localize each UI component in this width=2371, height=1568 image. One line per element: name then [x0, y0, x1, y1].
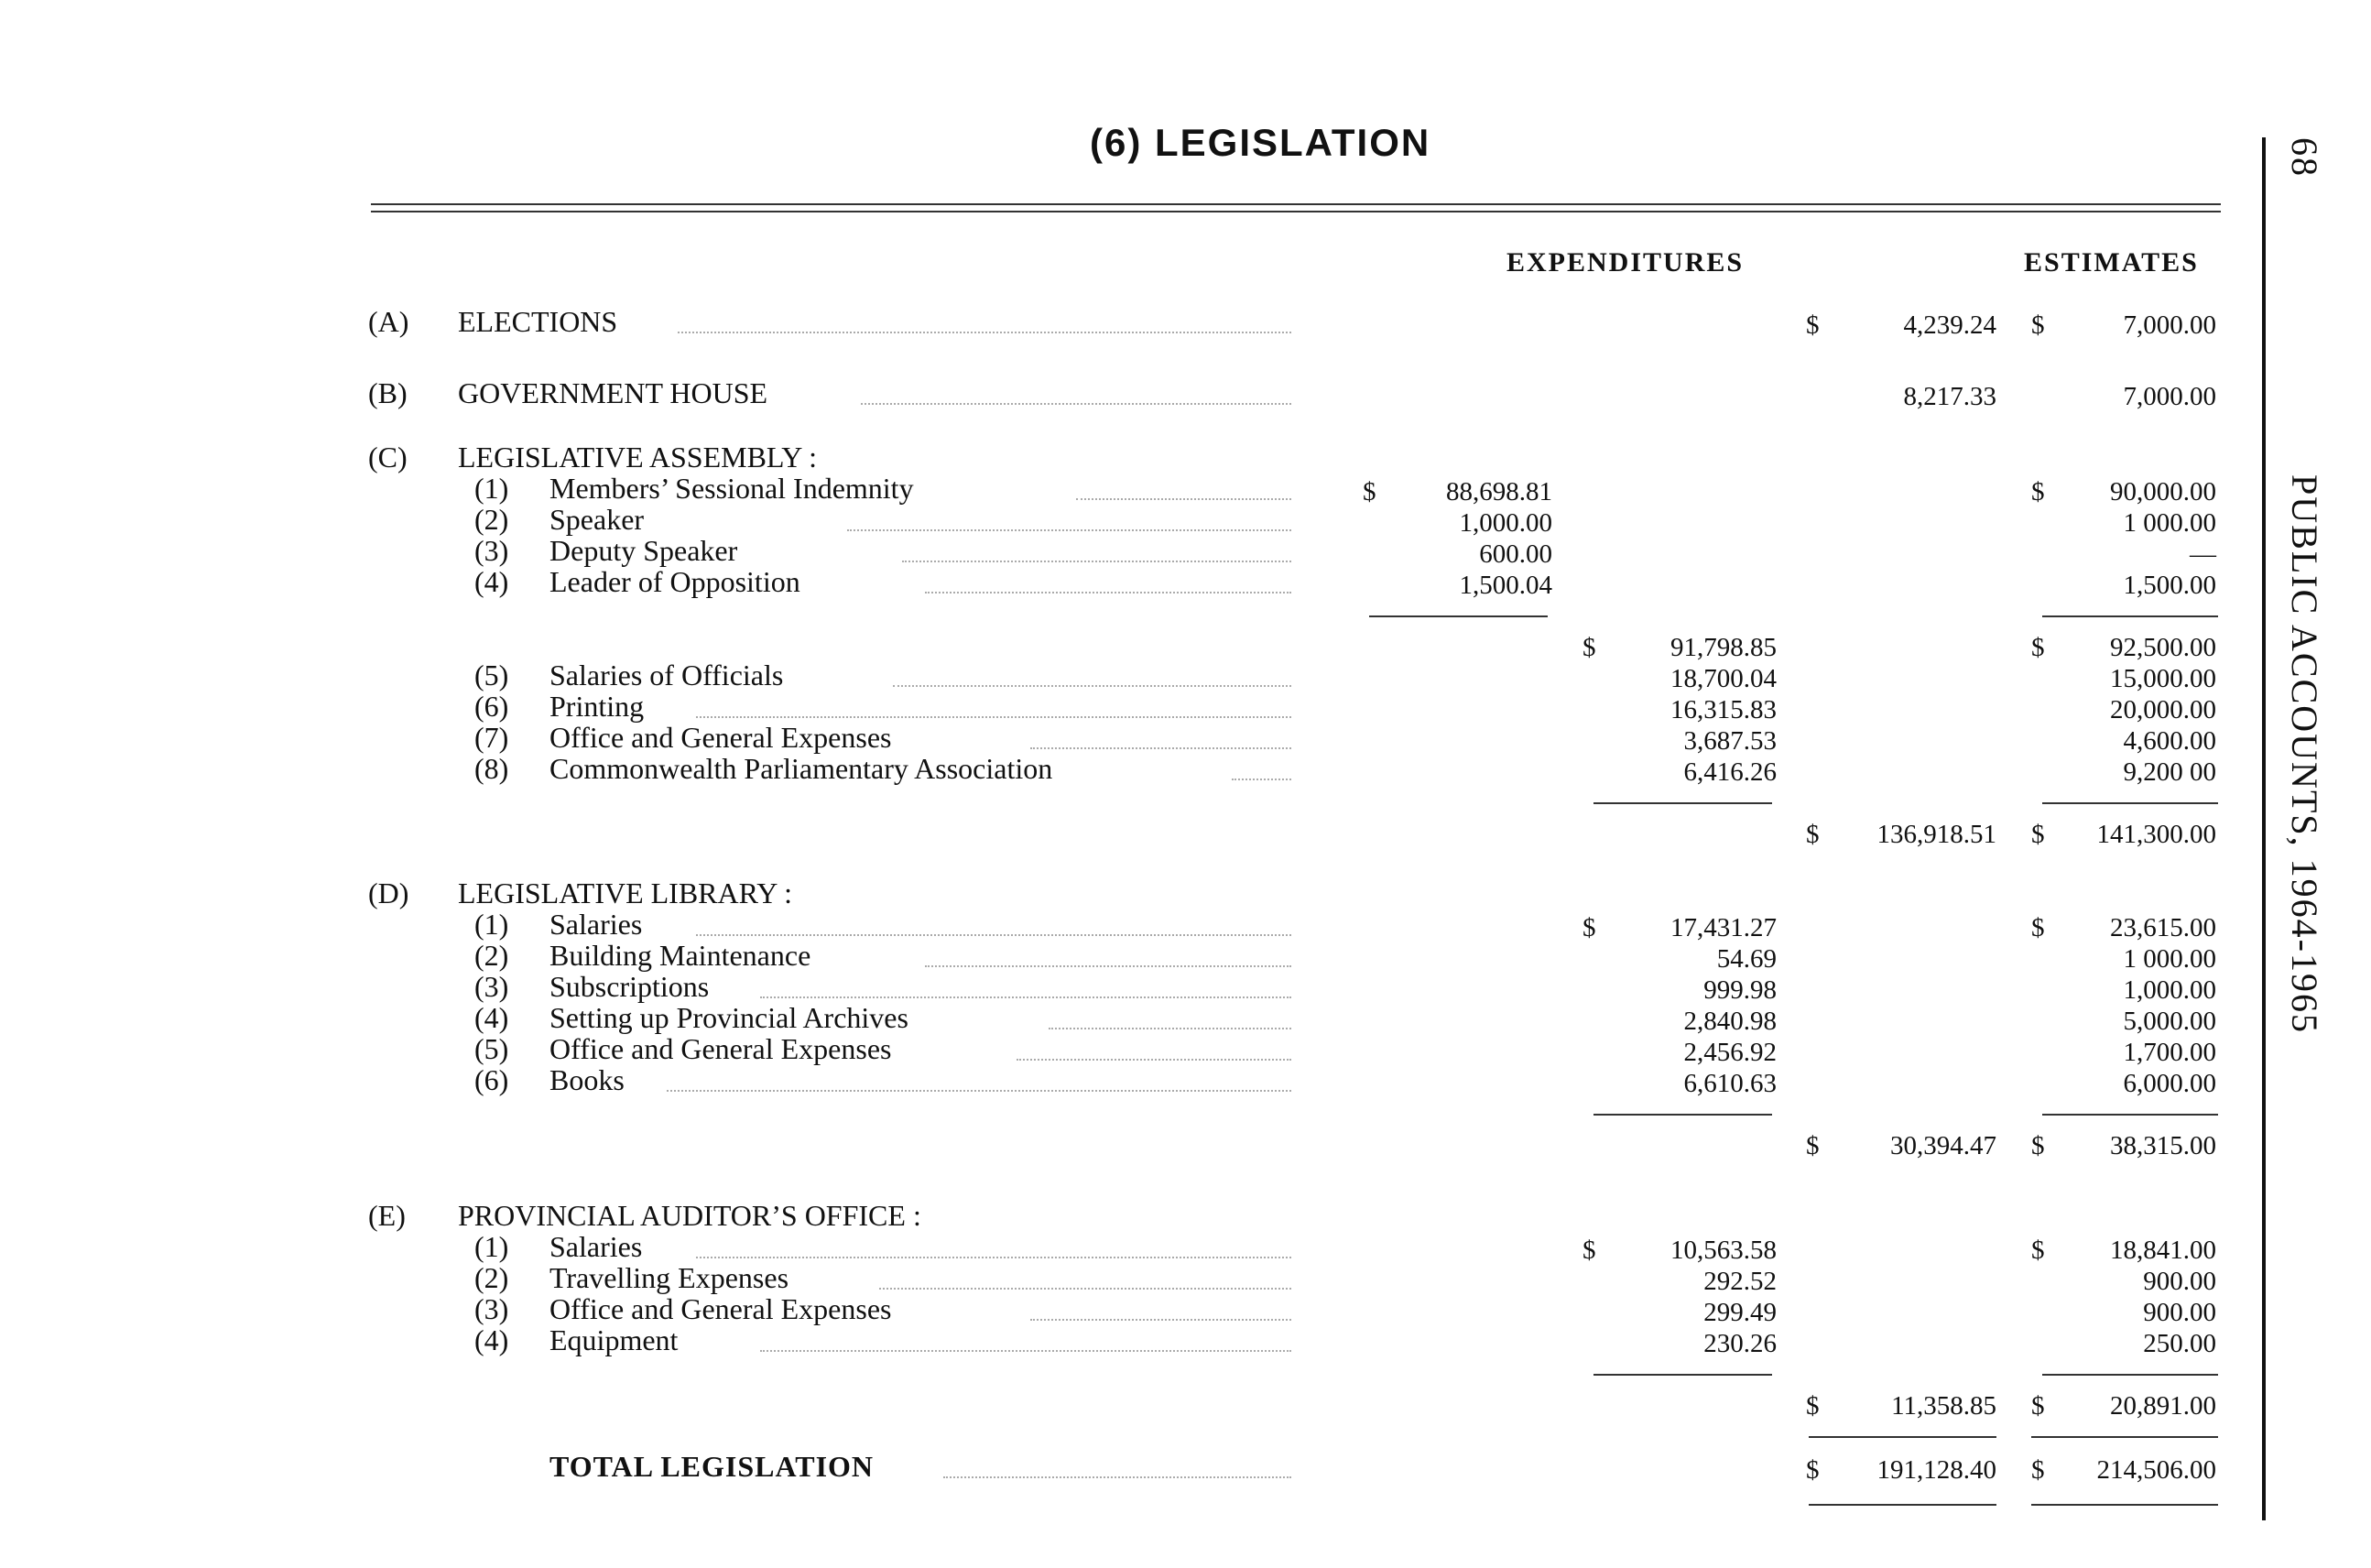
item-label: Commonwealth Parliamentary Association	[549, 752, 1053, 785]
section-code-c: (C)	[368, 441, 408, 474]
item-number: (8)	[474, 752, 509, 785]
item-label: Building Maintenance	[549, 939, 811, 972]
column-header-expenditures: EXPENDITURES	[1506, 247, 1745, 278]
page-title: (6) LEGISLATION	[1090, 121, 1431, 164]
section-code-b: (B)	[368, 376, 408, 409]
dollar-sign: $	[1582, 1236, 1596, 1265]
leader-dots	[1076, 498, 1291, 500]
leader-dots	[696, 716, 1291, 718]
section-title-provincial-auditor: PROVINCIAL AUDITOR’S OFFICE :	[458, 1199, 921, 1232]
leader-dots	[760, 996, 1291, 998]
item-number: (4)	[474, 565, 509, 598]
section-title-elections: ELECTIONS	[458, 305, 618, 338]
section-total-c: 136,918.51	[1876, 820, 1996, 849]
leader-dots	[1049, 1028, 1291, 1029]
dollar-sign: $	[1582, 633, 1596, 662]
grand-total-rule	[1809, 1436, 1996, 1438]
item-amount: 2,456.92	[1683, 1038, 1777, 1067]
item-number: (2)	[474, 939, 509, 972]
item-label: Travelling Expenses	[549, 1261, 789, 1294]
leader-dots	[902, 561, 1291, 562]
subtotal-rule	[2042, 802, 2218, 804]
item-label: Subscriptions	[549, 970, 710, 1003]
leader-dots	[847, 529, 1291, 531]
item-estimate: 9,200 00	[2123, 757, 2216, 787]
section-total-d: 30,394.47	[1890, 1131, 1996, 1160]
item-label: Salaries	[549, 908, 643, 941]
item-estimate: 900.00	[2143, 1298, 2216, 1327]
leader-dots	[893, 685, 1291, 687]
header-rule-top	[371, 203, 2221, 205]
subtotal-rule	[1593, 802, 1772, 804]
leader-dots	[760, 1350, 1291, 1352]
grand-total-rule	[2031, 1436, 2218, 1438]
dollar-sign: $	[1806, 1455, 1820, 1485]
leader-dots	[667, 1090, 1291, 1092]
item-estimate: 250.00	[2143, 1329, 2216, 1358]
item-amount: 6,610.63	[1683, 1069, 1777, 1098]
item-label: Speaker	[549, 503, 645, 536]
dollar-sign: $	[1806, 1391, 1820, 1421]
section-estimate-e: 20,891.00	[2110, 1391, 2216, 1421]
section-title-government-house: GOVERNMENT HOUSE	[458, 376, 768, 409]
subtotal-rule	[2042, 615, 2218, 617]
item-number: (2)	[474, 1261, 509, 1294]
dollar-sign: $	[2031, 820, 2045, 849]
item-estimate: 6,000.00	[2123, 1069, 2216, 1098]
item-estimate: 1,000.00	[2123, 975, 2216, 1005]
subtotal-rule	[1593, 1114, 1772, 1116]
item-estimate: 15,000.00	[2110, 664, 2216, 693]
leader-dots	[1232, 779, 1291, 780]
leader-dots	[943, 1476, 1291, 1478]
section-total-a: 4,239.24	[1903, 310, 1996, 340]
item-amount: 17,431.27	[1670, 913, 1777, 942]
item-number: (1)	[474, 1230, 509, 1263]
item-number: (5)	[474, 659, 509, 691]
item-amount: 292.52	[1703, 1267, 1777, 1296]
total-underline	[1809, 1504, 1996, 1506]
item-amount: 1,500.04	[1459, 571, 1552, 600]
section-code-a: (A)	[368, 305, 409, 338]
item-number: (4)	[474, 1323, 509, 1356]
item-label: Books	[549, 1063, 625, 1096]
item-estimate: 18,841.00	[2110, 1236, 2216, 1265]
item-estimate: —	[2190, 539, 2216, 569]
item-amount: 600.00	[1479, 539, 1552, 569]
item-amount: 1,000.00	[1459, 508, 1552, 538]
item-number: (1)	[474, 908, 509, 941]
item-estimate: 1,500.00	[2123, 571, 2216, 600]
item-number: (6)	[474, 690, 509, 723]
section-code-e: (E)	[368, 1199, 406, 1232]
item-number: (2)	[474, 503, 509, 536]
item-label: Setting up Provincial Archives	[549, 1001, 908, 1034]
dollar-sign: $	[2031, 477, 2045, 506]
subtotal-rule	[1593, 1374, 1772, 1376]
leader-dots	[1030, 1319, 1291, 1321]
dollar-sign: $	[2031, 633, 2045, 662]
item-estimate: 20,000.00	[2110, 695, 2216, 724]
item-estimate: 4,600.00	[2123, 726, 2216, 756]
section-estimate-b: 7,000.00	[2123, 382, 2216, 411]
item-number: (3)	[474, 970, 509, 1003]
page-number: 68	[2284, 137, 2325, 178]
column-header-estimates: ESTIMATES	[2024, 247, 2199, 278]
item-number: (5)	[474, 1032, 509, 1065]
section-estimate-a: 7,000.00	[2123, 310, 2216, 340]
item-estimate: 1,700.00	[2123, 1038, 2216, 1067]
leader-dots	[879, 1288, 1291, 1290]
item-amount: 6,416.26	[1683, 757, 1777, 787]
item-number: (1)	[474, 472, 509, 505]
item-amount: 54.69	[1716, 944, 1777, 974]
item-amount: 88,698.81	[1446, 477, 1552, 506]
dollar-sign: $	[1363, 477, 1376, 506]
item-label: Salaries of Officials	[549, 659, 784, 691]
item-amount: 18,700.04	[1670, 664, 1777, 693]
assembly-subtotal: 91,798.85	[1670, 633, 1777, 662]
item-number: (3)	[474, 1292, 509, 1325]
section-total-b: 8,217.33	[1903, 382, 1996, 411]
total-legislation-label: TOTAL LEGISLATION	[549, 1450, 875, 1483]
item-label: Office and General Expenses	[549, 1292, 892, 1325]
total-legislation-estimate: 214,506.00	[2096, 1455, 2216, 1485]
publication-title: PUBLIC ACCOUNTS, 1964-1965	[2284, 474, 2325, 1034]
item-label: Deputy Speaker	[549, 534, 738, 567]
item-amount: 10,563.58	[1670, 1236, 1777, 1265]
leader-dots	[861, 403, 1291, 405]
item-label: Salaries	[549, 1230, 643, 1263]
leader-dots	[696, 934, 1291, 936]
item-amount: 999.98	[1703, 975, 1777, 1005]
item-estimate: 5,000.00	[2123, 1007, 2216, 1036]
item-number: (6)	[474, 1063, 509, 1096]
leader-dots	[925, 965, 1291, 967]
item-label: Office and General Expenses	[549, 1032, 892, 1065]
dollar-sign: $	[1806, 1131, 1820, 1160]
item-estimate: 23,615.00	[2110, 913, 2216, 942]
dollar-sign: $	[1806, 820, 1820, 849]
dollar-sign: $	[2031, 1391, 2045, 1421]
header-rule-bottom	[371, 211, 2221, 212]
item-amount: 299.49	[1703, 1298, 1777, 1327]
dollar-sign: $	[2031, 913, 2045, 942]
item-label: Leader of Opposition	[549, 565, 800, 598]
total-underline	[2031, 1504, 2218, 1506]
section-title-legislative-library: LEGISLATIVE LIBRARY :	[458, 877, 793, 909]
item-amount: 3,687.53	[1683, 726, 1777, 756]
leader-dots	[925, 592, 1291, 593]
item-estimate: 90,000.00	[2110, 477, 2216, 506]
section-code-d: (D)	[368, 877, 409, 909]
item-number: (4)	[474, 1001, 509, 1034]
item-estimate: 1 000.00	[2123, 508, 2216, 538]
dollar-sign: $	[2031, 1455, 2045, 1485]
leader-dots	[696, 1257, 1291, 1258]
item-label: Members’ Sessional Indemnity	[549, 472, 914, 505]
dollar-sign: $	[1582, 913, 1596, 942]
dollar-sign: $	[1806, 310, 1820, 340]
leader-dots	[1017, 1059, 1291, 1061]
assembly-subtotal-estimate: 92,500.00	[2110, 633, 2216, 662]
item-label: Office and General Expenses	[549, 721, 892, 754]
page-edge-rule	[2262, 137, 2266, 1520]
item-amount: 230.26	[1703, 1329, 1777, 1358]
section-total-e: 11,358.85	[1891, 1391, 1996, 1421]
item-label: Printing	[549, 690, 645, 723]
item-number: (3)	[474, 534, 509, 567]
subtotal-rule	[1369, 615, 1548, 617]
total-legislation-amount: 191,128.40	[1876, 1455, 1996, 1485]
subtotal-rule	[2042, 1374, 2218, 1376]
subtotal-rule	[2042, 1114, 2218, 1116]
item-number: (7)	[474, 721, 509, 754]
item-amount: 2,840.98	[1683, 1007, 1777, 1036]
section-title-legislative-assembly: LEGISLATIVE ASSEMBLY :	[458, 441, 818, 474]
item-estimate: 900.00	[2143, 1267, 2216, 1296]
dollar-sign: $	[2031, 1131, 2045, 1160]
item-estimate: 1 000.00	[2123, 944, 2216, 974]
section-estimate-c: 141,300.00	[2096, 820, 2216, 849]
item-label: Equipment	[549, 1323, 679, 1356]
dollar-sign: $	[2031, 1236, 2045, 1265]
item-amount: 16,315.83	[1670, 695, 1777, 724]
leader-dots	[678, 332, 1291, 333]
leader-dots	[1030, 747, 1291, 749]
dollar-sign: $	[2031, 310, 2045, 340]
page-side-heading	[2283, 137, 2326, 1034]
section-estimate-d: 38,315.00	[2110, 1131, 2216, 1160]
